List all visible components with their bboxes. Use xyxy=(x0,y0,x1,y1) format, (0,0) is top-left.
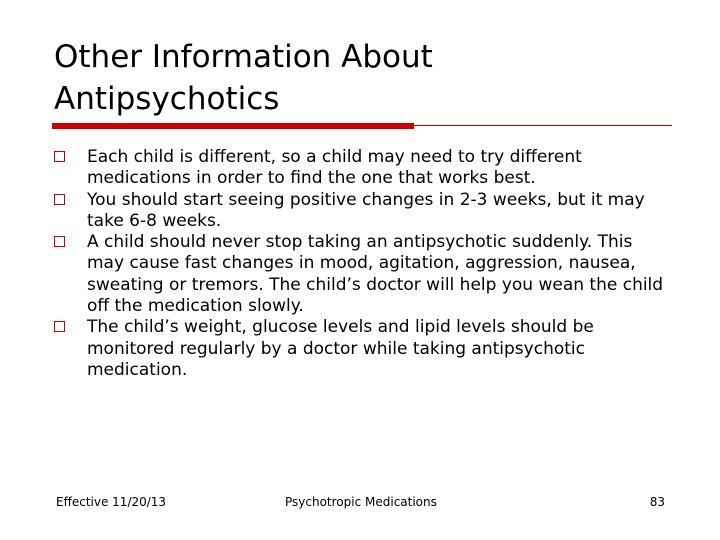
bullet-text: A child should never stop taking an antipsychotic suddenly. This may cause fast changes in mood, agitation, aggression, nausea, sweating or tremors. The child’s doctor will help you wean the child off the medication slowly. xyxy=(87,232,664,317)
bullet-text: The child’s weight, glucose levels and lipid levels should be monitored regularly by a doctor while taking antipsychotic medication. xyxy=(87,317,594,380)
footer-page-number: 83 xyxy=(649,495,665,509)
hollow-square-bullet-icon xyxy=(54,151,65,162)
bullet-item xyxy=(54,232,674,317)
bullet-item xyxy=(54,317,674,381)
footer-title: Psychotropic Medications xyxy=(285,495,437,509)
bullet-text: Each child is different, so a child may need to try different medications in order to find the one that works best. xyxy=(87,147,582,189)
title-underline-accent xyxy=(52,123,414,129)
slide-title-line-2: Antipsychotics xyxy=(54,81,280,117)
bullet-item xyxy=(54,147,674,190)
bullet-text: You should start seeing positive changes in 2-3 weeks, but it may take 6-8 weeks. xyxy=(87,189,645,231)
bullet-list xyxy=(54,147,674,381)
slide-title-line-1: Other Information About xyxy=(54,39,433,75)
hollow-square-bullet-icon xyxy=(54,236,65,247)
footer-effective-date: Effective 11/20/13 xyxy=(56,495,167,509)
slide-title xyxy=(54,36,674,120)
bullet-item xyxy=(54,190,674,233)
hollow-square-bullet-icon xyxy=(54,321,65,332)
hollow-square-bullet-icon xyxy=(54,194,65,205)
